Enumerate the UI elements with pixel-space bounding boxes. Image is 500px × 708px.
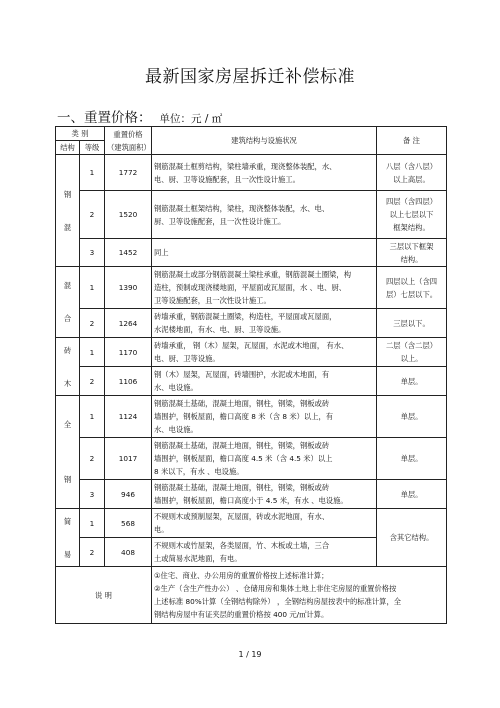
header-grade: 等级 (80, 141, 105, 155)
header-price-line2: （建筑面积） (107, 142, 151, 152)
remark-cell: 三层以下。 (377, 309, 447, 338)
price-table (55, 126, 447, 624)
price-cell: 946 (105, 480, 152, 509)
remark-cell: 单层。 (377, 396, 447, 438)
description-cell: 钢筋混凝土基础，混凝土地面，钢柱，钢梁，钢板或砖 墙围护，钢板屋面，檐口高度小于 4.5 米，有水 、电设施。 (152, 480, 377, 509)
price-cell: 408 (105, 538, 152, 567)
description-cell: 同上 (152, 239, 377, 267)
document-title: 最新国家房屋拆迁补偿标准 (145, 67, 355, 87)
description-cell: 钢筋混凝土基础，混凝土地面，钢柱，钢梁，钢板或砖 墙围护，钢板屋面，檐口高度 4.5 米（含 4.5 米）以上 8 米以下，有水 、电设施。 (152, 438, 377, 480)
grade-cell: 1 (80, 155, 105, 191)
header-category: 类 别 (56, 127, 105, 141)
description-cell: 砖墙承重，钢筋混凝土圈梁，构造柱，平屋面或瓦屋面， 水泥楼地面，有水、电、厨、卫等设施。 (152, 309, 377, 338)
price-cell: 1170 (105, 338, 152, 367)
description-cell: 砖墙承重， 钢（木）屋架，瓦屋面，水泥或木地面， 有水、 电、厨、卫等设施。 (152, 338, 377, 367)
header-structure: 结构 (56, 141, 80, 155)
group-brick-concrete: 混 合 (56, 267, 80, 338)
price-cell: 568 (105, 509, 152, 538)
price-cell: 1452 (105, 239, 152, 267)
price-cell: 1124 (105, 396, 152, 438)
remark-cell: 含其它结构。 (377, 509, 447, 567)
group-steel-concrete: 钢 混 (56, 155, 80, 267)
grade-cell: 1 (80, 396, 105, 438)
remark-cell: 四层以上（含四 层）七层以下。 (377, 267, 447, 309)
description-cell: 钢筋混凝土框剪结构，梁柱墙承重，现浇整体装配，水、 电、厨、卫等设施配套，且一次性设计施工。 (152, 155, 377, 191)
section-heading-text: 一、重置价格： (57, 110, 152, 126)
remark-cell: 单层。 (377, 438, 447, 480)
description-cell: 钢（木）屋架，瓦屋面，砖墙围护，水泥或木地面，有 水、电设施。 (152, 367, 377, 396)
remark-cell: 三层以下框架 结构。 (377, 239, 447, 267)
remark-cell: 四层（含四层） 以上七层以下 框架结构。 (377, 191, 447, 239)
grade-cell: 1 (80, 338, 105, 367)
price-cell: 1017 (105, 438, 152, 480)
group-simple: 简 易 (56, 509, 80, 567)
grade-cell: 2 (80, 191, 105, 239)
price-cell: 1106 (105, 367, 152, 396)
header-price-line1: 重置价格 (113, 129, 143, 139)
header-price (105, 127, 152, 155)
notes-label: 说 明 (56, 567, 152, 624)
description-cell: 钢筋混凝土框架结构，梁柱，现浇整体装配，水、电、 厨、卫等设施配套，且一次性设计施工。 (152, 191, 377, 239)
page-number: 1 / 19 (238, 650, 262, 659)
price-cell: 1390 (105, 267, 152, 309)
remark-cell: 八层（含八层） 以上高层。 (377, 155, 447, 191)
grade-cell: 2 (80, 309, 105, 338)
price-cell: 1520 (105, 191, 152, 239)
header-remarks: 备 注 (377, 127, 447, 155)
section-heading (57, 106, 222, 126)
remark-cell: 二层（含二层） 以上。 (377, 338, 447, 367)
notes-text: ①住宅、商业、办公用房的重置价格按上述标准计算； ②生产（含生产性办公） 、仓储用房和集体土地上非住宅房屋的重置价格按 上述标准 80%计算（全钢结构除外） ，全钢结构房屋按表中的标准计算，全 钢结构房屋中有证夹层的重置价格按 400 元/㎡计算。 (152, 567, 447, 624)
group-brick-wood: 砖 木 (56, 338, 80, 396)
description-cell: 不规则木或预制屋架，瓦屋面，砖或水泥地面，有水、 电。 (152, 509, 377, 538)
unit-label: 单位：元 / ㎡ (159, 113, 223, 125)
grade-cell: 1 (80, 509, 105, 538)
description-cell: 不规则木或竹屋架，各类屋面，竹、木板或土墙，三合 土或简易水泥地面，有电。 (152, 538, 377, 567)
group-all-steel: 全 钢 (56, 396, 80, 509)
price-cell: 1264 (105, 309, 152, 338)
grade-cell: 3 (80, 480, 105, 509)
price-cell: 1772 (105, 155, 152, 191)
grade-cell: 1 (80, 267, 105, 309)
remark-cell: 单层。 (377, 367, 447, 396)
description-cell: 钢筋混凝土或部分钢筋混凝土梁柱承重，钢筋混凝土圈梁，构 造柱，预制或现浇楼地面，平屋面或瓦屋面，水 、电、厨、 卫等设施配套，且一次性设计施工。 (152, 267, 377, 309)
description-cell: 钢筋混凝土基础，混凝土地面，钢柱，钢梁，钢板或砖 墙围护，钢板屋面，檐口高度 8 米（含 8 米）以上，有 水、电设施。 (152, 396, 377, 438)
grade-cell: 2 (80, 367, 105, 396)
header-structure-desc: 建筑结构与设施状况 (152, 127, 377, 155)
grade-cell: 3 (80, 239, 105, 267)
grade-cell: 2 (80, 538, 105, 567)
remark-cell: 单层。 (377, 480, 447, 509)
grade-cell: 2 (80, 438, 105, 480)
